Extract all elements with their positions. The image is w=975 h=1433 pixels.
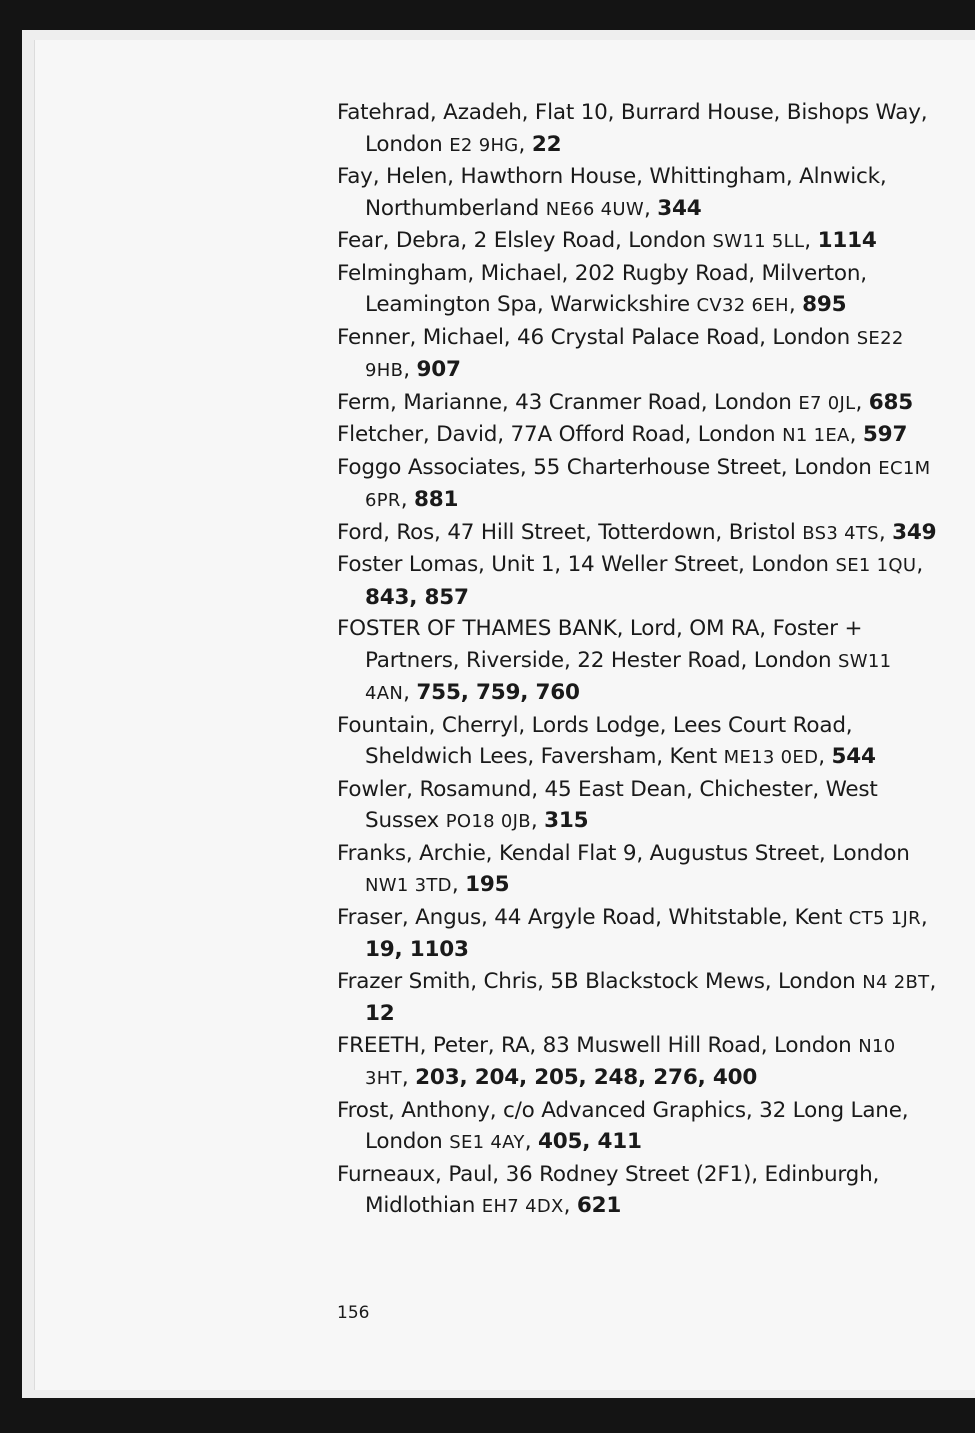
index-entry: Fear, Debra, 2 Elsley Road, London SW11 5LL, 1114 bbox=[337, 228, 877, 253]
index-entry: Fowler, Rosamund, 45 East Dean, Chichester, West Sussex PO18 0JB, 315 bbox=[337, 776, 878, 833]
index-entry: Foster Lomas, Unit 1, 14 Weller Street, London SE1 1QU, 843, 857 bbox=[337, 552, 924, 610]
page-number: 156 bbox=[337, 1303, 370, 1323]
index-entry: Fatehrad, Azadeh, Flat 10, Burrard House, Bishops Way, London E2 9HG, 22 bbox=[337, 100, 928, 157]
index-entry: Felmingham, Michael, 202 Rugby Road, Milverton, Leamington Spa, Warwickshire CV32 6EH, 895 bbox=[337, 260, 867, 317]
index-entry: Fraser, Angus, 44 Argyle Road, Whitstable, Kent CT5 1JR, 19, 1103 bbox=[337, 904, 928, 962]
index-entry: Frost, Anthony, c/o Advanced Graphics, 32 Long Lane, London SE1 4AY, 405, 411 bbox=[337, 1097, 909, 1154]
index-entry: Foggo Associates, 55 Charterhouse Street, London EC1M 6PR, 881 bbox=[337, 454, 931, 512]
index-entry: Furneaux, Paul, 36 Rodney Street (2F1), Edinburgh, Midlothian EH7 4DX, 621 bbox=[337, 1161, 880, 1218]
index-entry: Ferm, Marianne, 43 Cranmer Road, London E7 0JL, 685 bbox=[337, 389, 914, 415]
index-entry: FOSTER OF THAMES BANK, Lord, OM RA, Foster + Partners, Riverside, 22 Hester Road, London SW11 4AN, 755, 759, 760 bbox=[337, 616, 892, 705]
index-entry: FREETH, Peter, RA, 83 Muswell Hill Road, London N10 3HT, 203, 204, 205, 248, 276, 400 bbox=[337, 1032, 896, 1090]
index-entries bbox=[337, 97, 942, 1223]
index-entry: Fay, Helen, Hawthorn House, Whittingham, Alnwick, Northumberland NE66 4UW, 344 bbox=[337, 164, 887, 221]
index-entry: Ford, Ros, 47 Hill Street, Totterdown, Bristol BS3 4TS, 349 bbox=[337, 519, 937, 545]
index-entry: Franks, Archie, Kendal Flat 9, Augustus Street, London NW1 3TD, 195 bbox=[337, 840, 910, 897]
index-entry: Fletcher, David, 77A Offord Road, London N1 1EA, 597 bbox=[337, 422, 908, 447]
index-entry: Fountain, Cherryl, Lords Lodge, Lees Court Road, Sheldwich Lees, Faversham, Kent ME13 0ED, 544 bbox=[337, 712, 876, 769]
index-entry: Fenner, Michael, 46 Crystal Palace Road, London SE22 9HB, 907 bbox=[337, 324, 904, 382]
index-entry: Frazer Smith, Chris, 5B Blackstock Mews, London N4 2BT, 12 bbox=[337, 968, 937, 1026]
